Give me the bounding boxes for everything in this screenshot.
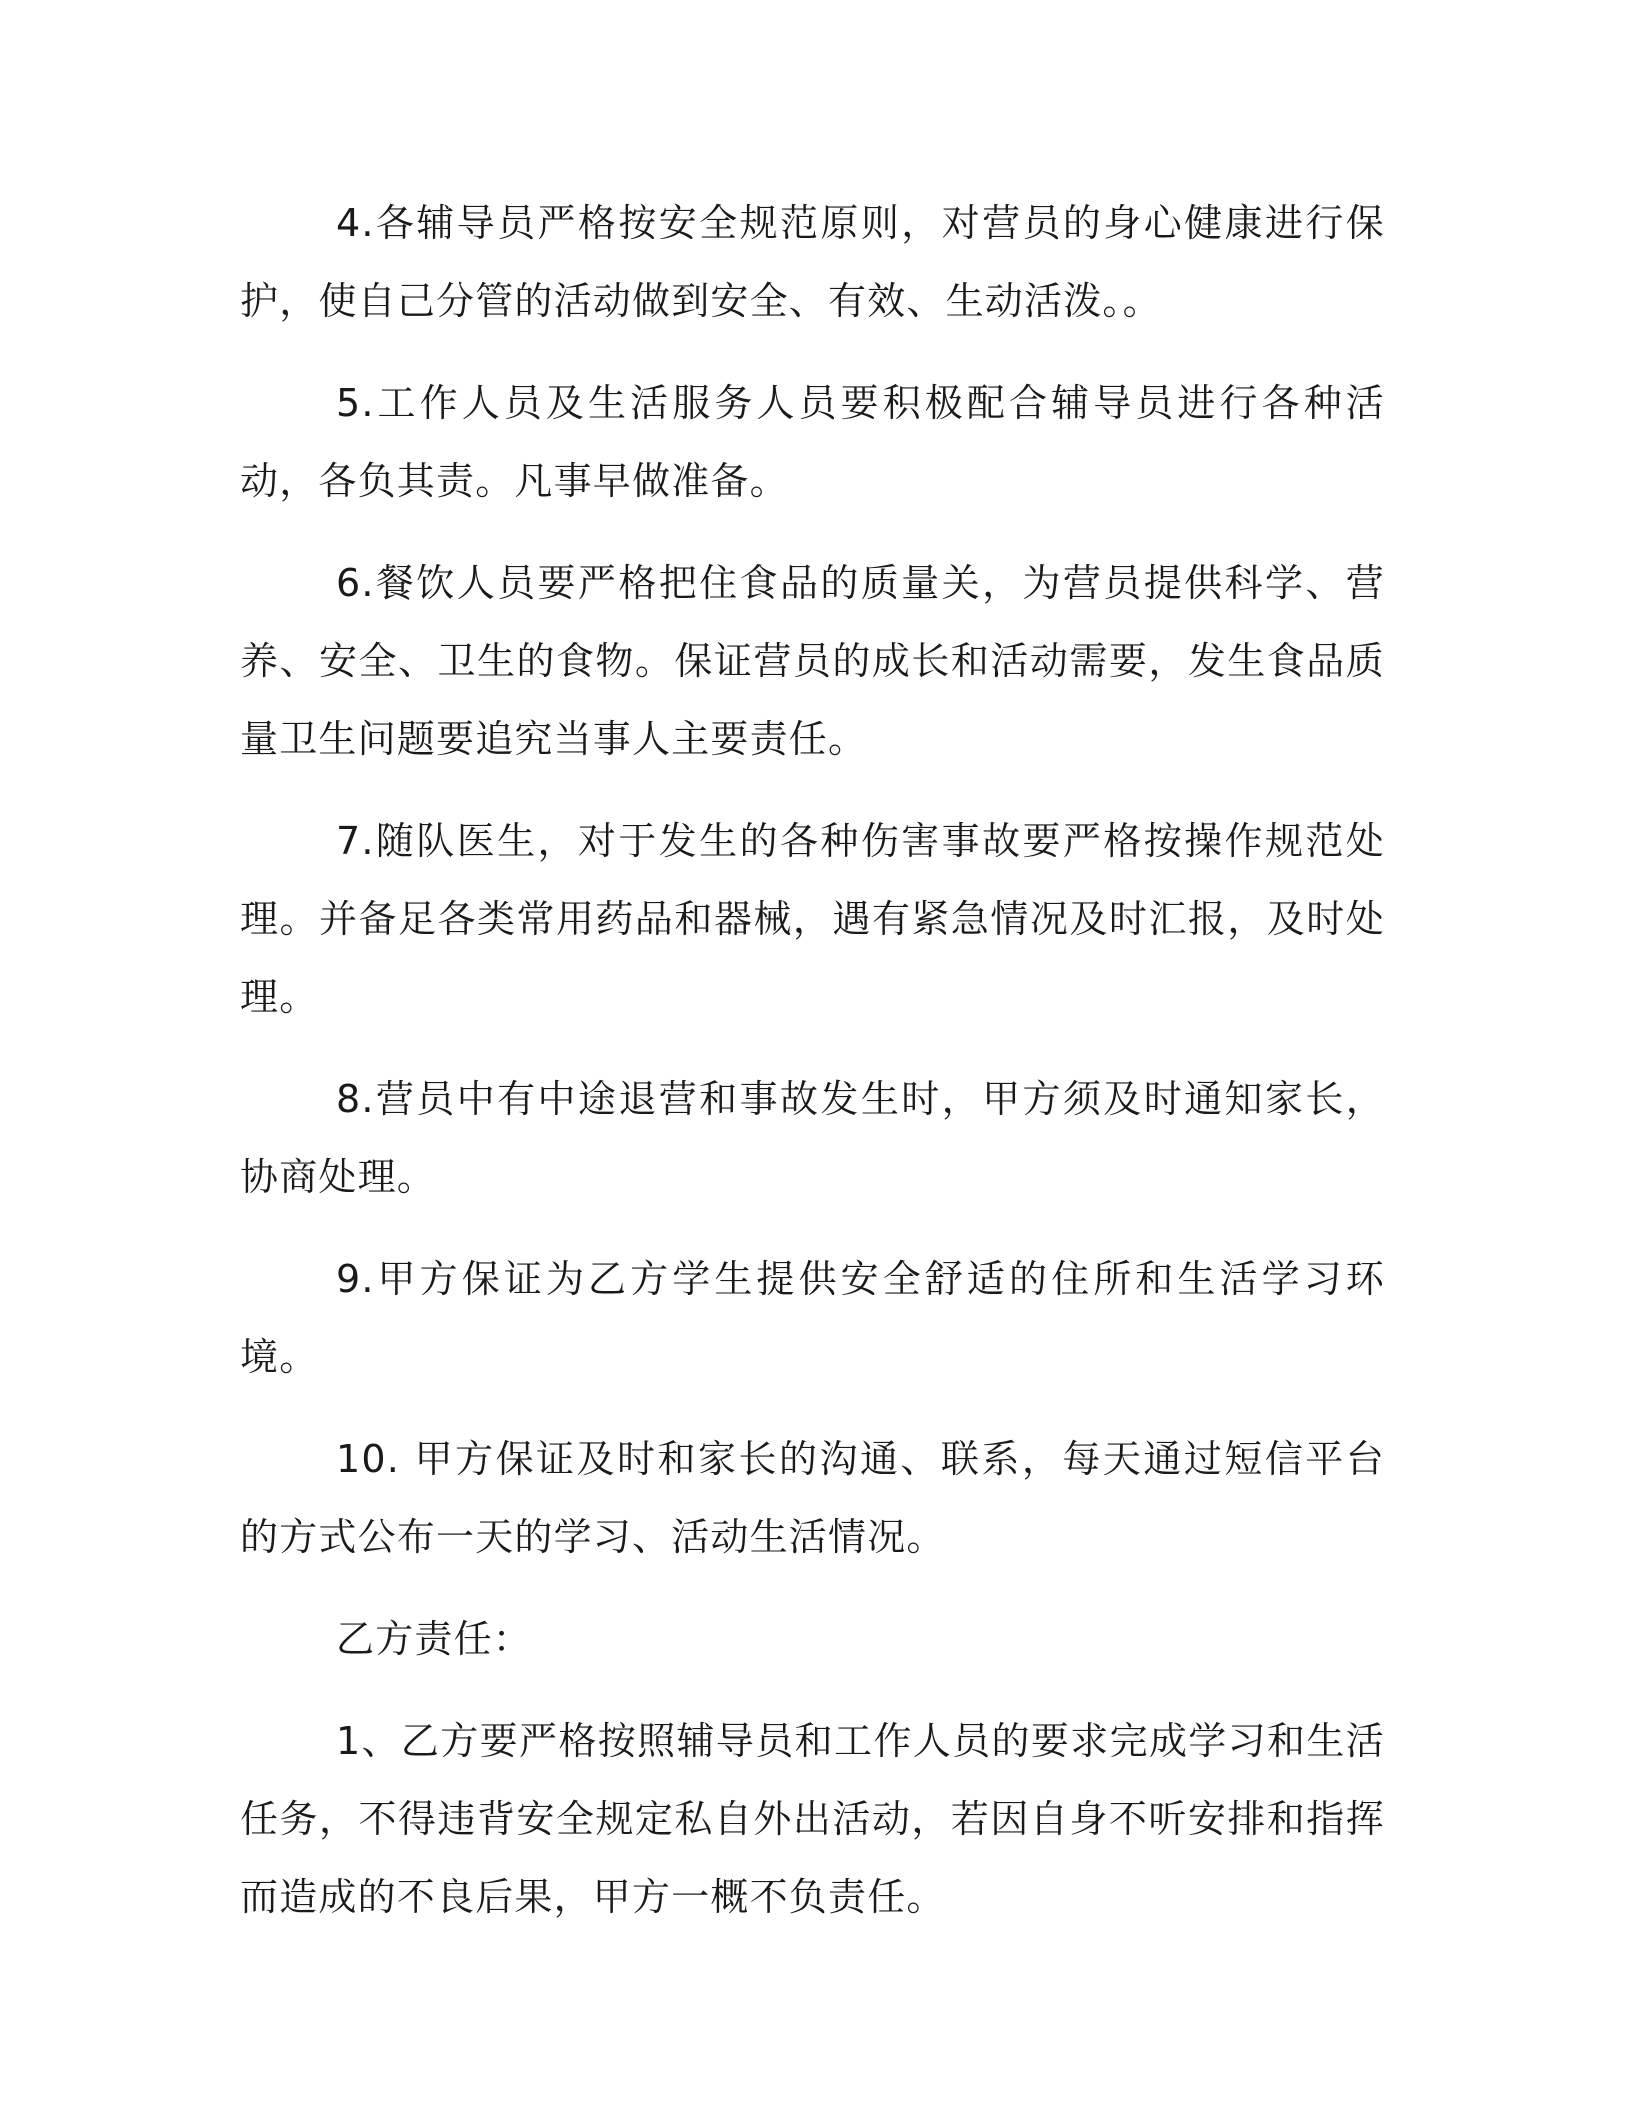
paragraph-item-9: 9.甲方保证为乙方学生提供安全舒适的住所和生活学习环境。 bbox=[240, 1257, 1385, 1379]
paragraph-party-b-item-1: 1、乙方要严格按照辅导员和工作人员的要求完成学习和生活任务，不得违背安全规定私自外出活动，若因自身不听安排和指挥而造成的不良后果，甲方一概不负责任。 bbox=[240, 1719, 1385, 1919]
paragraph-item-10: 10. 甲方保证及时和家长的沟通、联系，每天通过短信平台的方式公布一天的学习、活动生活情况。 bbox=[240, 1437, 1385, 1559]
paragraph-item-4: 4.各辅导员严格按安全规范原则，对营员的身心健康进行保护，使自己分管的活动做到安全、有效、生动活泼。。 bbox=[240, 201, 1385, 323]
paragraph-item-5: 5.工作人员及生活服务人员要积极配合辅导员进行各种活动，各负其责。凡事早做准备。 bbox=[240, 381, 1385, 503]
paragraph-item-7: 7.随队医生，对于发生的各种伤害事故要严格按操作规范处理。并备足各类常用药品和器械，遇有紧急情况及时汇报，及时处理。 bbox=[240, 819, 1385, 1019]
paragraph-item-6: 6.餐饮人员要严格把住食品的质量关，为营员提供科学、营养、安全、卫生的食物。保证营员的成长和活动需要，发生食品质量卫生问题要追究当事人主要责任。 bbox=[240, 561, 1385, 761]
paragraph-item-8: 8.营员中有中途退营和事故发生时，甲方须及时通知家长，协商处理。 bbox=[240, 1077, 1385, 1199]
document-body bbox=[240, 184, 1385, 1960]
section-heading-party-b-responsibility: 乙方责任： bbox=[336, 1617, 533, 1661]
